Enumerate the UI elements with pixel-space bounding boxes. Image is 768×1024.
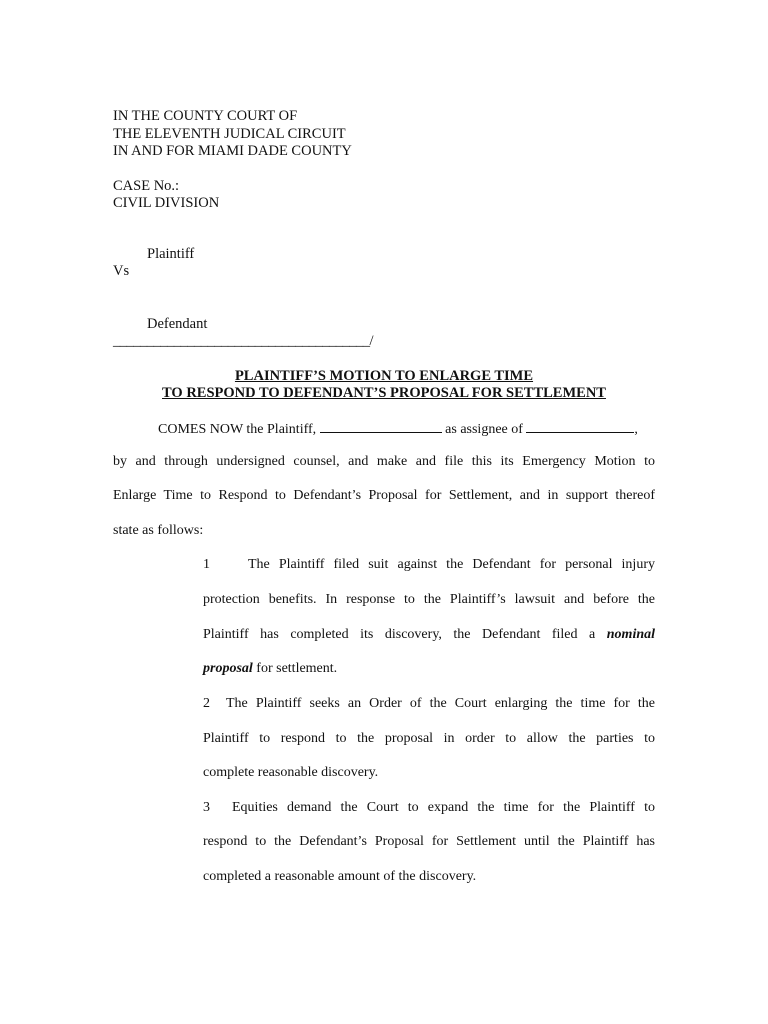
paragraph-1-text-1: The Plaintiff filed suit against the Defendant for personal injury [248,557,655,572]
paragraph-1-line-1 [203,557,655,577]
nominal-emphasis: nominal [606,627,655,642]
comes-now-text: COMES NOW the Plaintiff, [158,422,317,437]
paragraph-1-number: 1 [203,557,210,572]
court-caption [113,108,352,213]
caption-signature-line: ______________________________________/ [113,333,374,349]
paragraph-3-line-3: completed a reasonable amount of the discovery. [203,869,477,884]
intro-comma: , [634,422,638,437]
caption-spacer [113,161,352,178]
paragraph-2-line-2: Plaintiff to respond to the proposal in order to allow the parties to [203,731,655,746]
paragraph-3-line-2: respond to the Defendant’s Proposal for Settlement until the Plaintiff has [203,834,655,849]
intro-line-1 [158,419,638,438]
as-assignee-text: as assignee of [445,422,523,437]
plaintiff-label: Plaintiff [147,246,195,262]
court-name-line-2: THE ELEVENTH JUDICAL CIRCUIT [113,125,346,142]
paragraph-1-line-4 [203,661,337,677]
proposal-emphasis: proposal [203,661,253,676]
intro-line-4: state as follows: [113,523,204,538]
motion-title-line-1: PLAINTIFF’S MOTION TO ENLARGE TIME [234,368,534,384]
intro-line-2: by and through undersigned counsel, and make and file this its Emergency Motion to [113,454,655,469]
paragraph-2-text-1: The Plaintiff seeks an Order of the Court enlarging the time for the [226,696,655,711]
versus-label: Vs [113,263,130,279]
paragraph-1-line-3 [203,627,655,647]
defendant-label: Defendant [147,316,208,332]
assignor-name-blank[interactable] [526,419,634,433]
paragraph-1-text-4: for settlement. [256,661,338,676]
paragraph-2-line-1 [203,696,655,716]
paragraph-2-number: 2 [203,696,210,711]
intro-line-3: Enlarge Time to Respond to Defendant’s Proposal for Settlement, and in support thereof [113,488,655,503]
paragraph-1-line-2: protection benefits. In response to the Plaintiff’s lawsuit and before the [203,592,655,607]
court-name-line-3: IN AND FOR MIAMI DADE COUNTY [113,143,352,159]
paragraph-3-text-1: Equities demand the Court to expand the time for the Plaintiff to [232,800,655,815]
plaintiff-name-blank[interactable] [320,419,442,433]
division-label: CIVIL DIVISION [113,195,220,211]
paragraph-2-line-3: complete reasonable discovery. [203,765,379,780]
paragraph-3-number: 3 [203,800,210,815]
case-number-label: CASE No.: [113,177,180,194]
paragraph-1-text-3: Plaintiff has completed its discovery, the Defendant filed a [203,627,596,642]
paragraph-3-line-1 [203,800,655,820]
court-name-line-1: IN THE COUNTY COURT OF [113,108,298,124]
motion-title-line-2: TO RESPOND TO DEFENDANT’S PROPOSAL FOR SETTLEMENT [162,385,606,401]
